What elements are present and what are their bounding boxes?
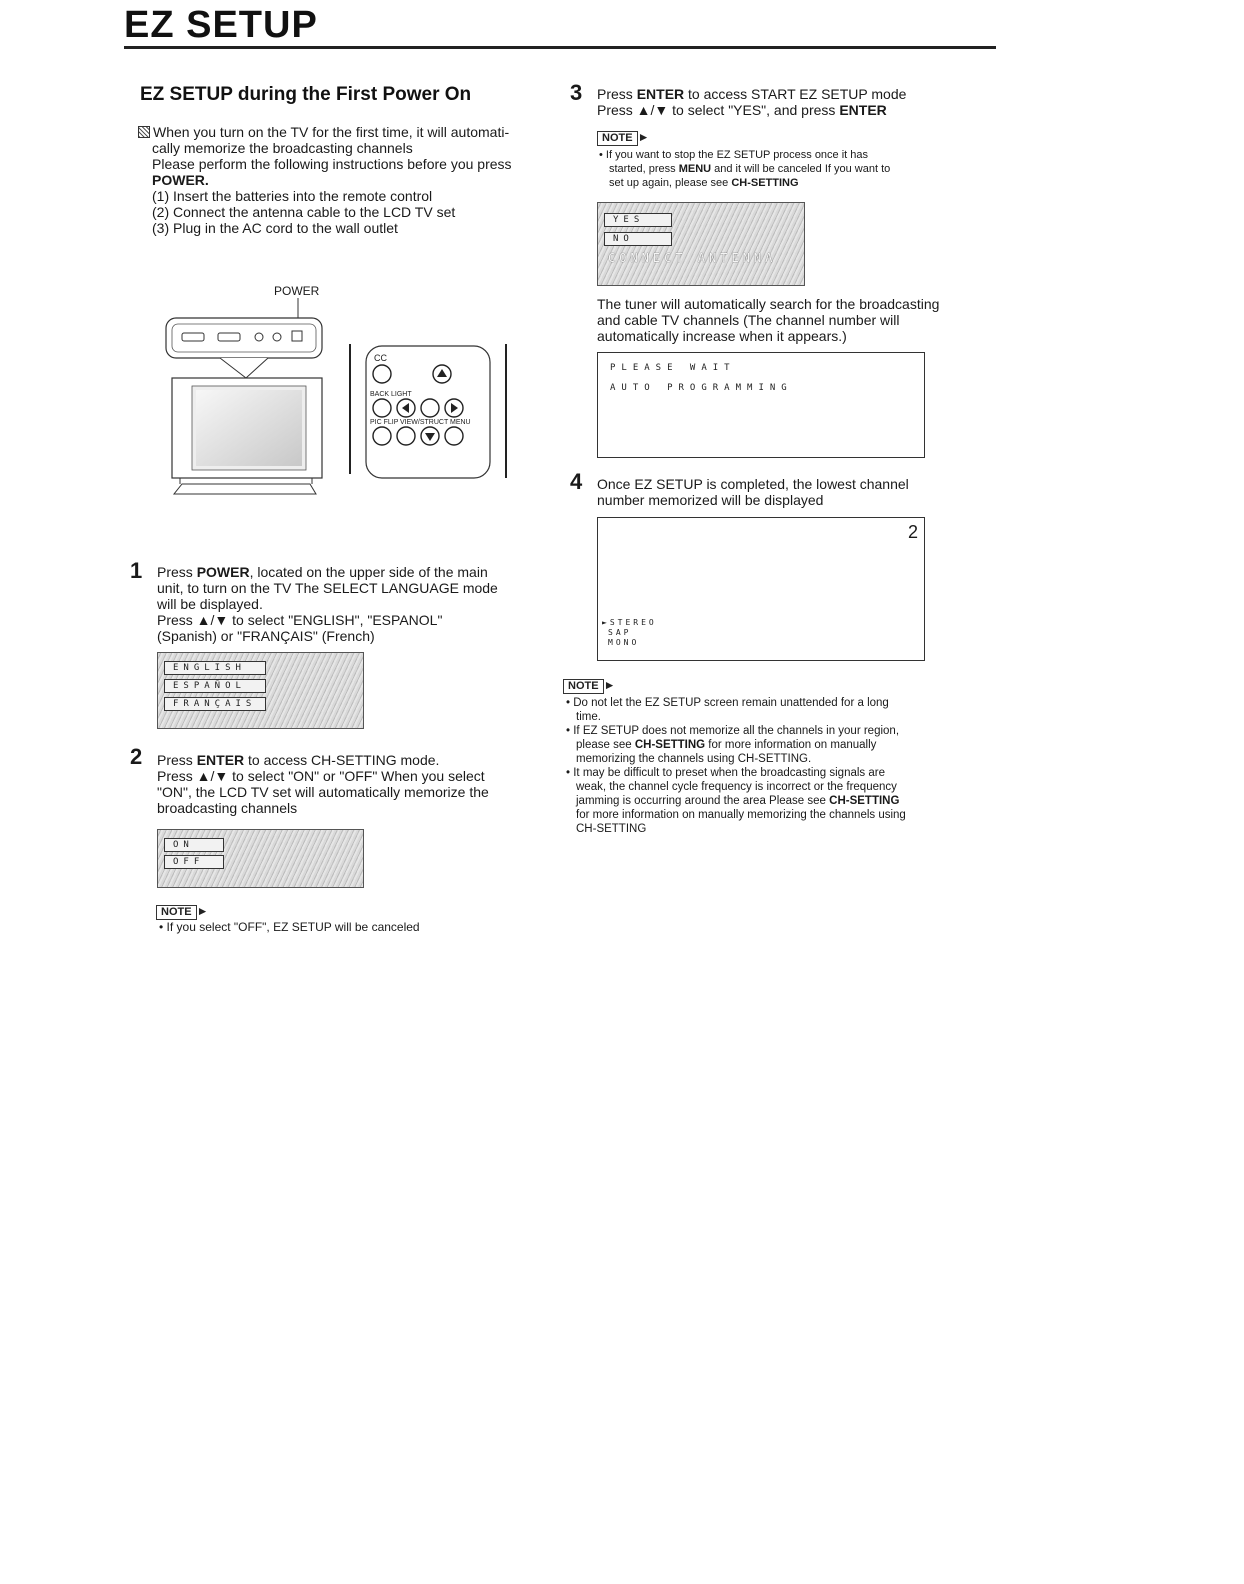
osd-language-francais: FRANÇAIS [164,697,266,711]
osd-language-english: ENGLISH [164,661,266,675]
step-2-line-3: "ON", the LCD TV set will automatically memorize the [157,784,489,800]
note-2-line-2: please see CH-SETTING for more information on manually [576,739,877,751]
step-2-text [157,752,557,816]
step-1-line-1: Press POWER, located on the upper side of the main [157,564,488,580]
note-3-line-5: CH-SETTING [576,823,647,835]
step-1-line-4: Press ▲/▼ to select "ENGLISH", "ESPANOL" [157,612,443,628]
title-rule [124,46,996,49]
note-1-line-1: • Do not let the EZ SETUP screen remain unattended for a long [566,697,889,709]
step-1-line-2: unit, to turn on the TV The SELECT LANGUAGE mode [157,580,498,596]
note-badge: NOTE [563,679,604,694]
step-2-number: 2 [130,744,143,769]
osd-connect-antenna: CONNECT ANTENNA [608,251,777,265]
note-arrow-icon: ► [637,130,650,144]
step-3-para-line-3: automatically increase when it appears.) [597,328,847,344]
page-title: EZ SETUP [124,4,318,46]
osd-on: ON [164,838,224,852]
audio-mode-mono: MONO [608,638,640,647]
power-label: POWER [274,284,320,298]
language-osd [157,652,364,729]
tv-remote-illustration [160,298,520,504]
step-4-line-1: Once EZ SETUP is completed, the lowest channel [597,476,909,492]
step-1-number: 1 [130,558,143,583]
on-off-osd [157,829,364,888]
step-3-para-line-1: The tuner will automatically search for the broadcasting [597,296,940,312]
audio-mode-list [602,618,657,648]
step-2-line-2: Press ▲/▼ to select "ON" or "OFF" When you select [157,768,485,784]
step-4-note-label [563,676,615,694]
note-arrow-icon: ► [603,678,616,692]
step-3-note-label [597,128,649,146]
remote-picflip-label: PIC FLIP [370,419,399,426]
osd-language-espanol: ESPAÑOL [164,679,266,693]
step-3-note-line-1: • If you want to stop the EZ SETUP process once it has [599,149,869,161]
step-2-line-4: broadcasting channels [157,800,298,816]
note-3-line-4: for more information on manually memorizing the channels using [576,809,906,821]
screen-auto-programming: AUTO PROGRAMMING [610,383,793,393]
note-badge: NOTE [597,131,638,146]
section-heading: EZ SETUP during the First Power On [140,84,472,105]
step-3-line-1: Press ENTER to access START EZ SETUP mode [597,86,907,102]
intro-line-4: POWER. [152,172,209,188]
intro-line-1: When you turn on the TV for the first time, it will automati- [138,124,558,140]
remote-backlight-label: BACK LIGHT [370,391,412,398]
note-2-line-1: • If EZ SETUP does not memorize all the channels in your region, [566,725,900,737]
audio-mode-stereo: ►STEREO [602,618,657,627]
channel-number: 2 [907,522,918,542]
step-1-text [157,564,557,644]
note-3-line-3: jamming is occurring around the area Please see CH-SETTING [576,795,900,807]
step-3-note-line-2: started, press MENU and it will be canceled If you want to [609,163,891,175]
step-3-note [597,148,997,190]
step-1-line-5: (Spanish) or "FRANÇAIS" (French) [157,628,375,644]
step-2-note-line: • If you select "OFF", EZ SETUP will be canceled [159,920,420,934]
step-3-text [597,86,997,118]
remote-menu-label: MENU [450,419,471,426]
step-4-notes [564,696,984,836]
note-arrow-icon: ► [196,904,209,918]
intro-item-2: (2) Connect the antenna cable to the LCD TV set [152,204,456,220]
intro-text [138,124,558,236]
screen-please-wait: PLEASE WAIT [610,363,736,373]
step-4-text [597,476,997,508]
yes-no-osd [597,202,805,286]
step-3-para-line-2: and cable TV channels (The channel number will [597,312,900,328]
step-1-line-3: will be displayed. [157,596,263,612]
step-3-paragraph [597,296,997,344]
osd-off: OFF [164,855,224,869]
step-2-note [157,920,557,934]
remote-view-label: VIEW/STRUCT [400,419,449,426]
intro-item-3: (3) Plug in the AC cord to the wall outlet [152,220,398,236]
step-2-note-label [156,902,208,920]
note-badge: NOTE [156,905,197,920]
intro-item-1: (1) Insert the batteries into the remote control [152,188,433,204]
channel-display-screen [597,517,925,661]
square-bullet-icon [138,126,150,138]
note-3-line-1: • It may be difficult to preset when the broadcasting signals are [566,767,885,779]
audio-mode-sap: SAP [608,628,632,637]
note-1-line-2: time. [576,711,601,723]
step-4-line-2: number memorized will be displayed [597,492,824,508]
intro-line-3: Please perform the following instructions before you press [152,156,512,172]
intro-line-2: cally memorize the broadcasting channels [152,140,413,156]
osd-no: NO [604,232,672,246]
remote-cc-label: CC [374,353,387,363]
step-2-line-1: Press ENTER to access CH-SETTING mode. [157,752,440,768]
step-3-number: 3 [570,80,583,105]
osd-yes: YES [604,213,672,227]
note-3-line-2: weak, the channel cycle frequency is incorrect or the frequency [576,781,897,793]
note-2-line-3: memorizing the channels using CH-SETTING. [576,753,812,765]
step-3-line-2: Press ▲/▼ to select "YES", and press ENTER [597,102,887,118]
step-4-number: 4 [570,469,583,494]
step-3-note-line-3: set up again, please see CH-SETTING [609,177,799,189]
auto-programming-screen [597,352,925,458]
